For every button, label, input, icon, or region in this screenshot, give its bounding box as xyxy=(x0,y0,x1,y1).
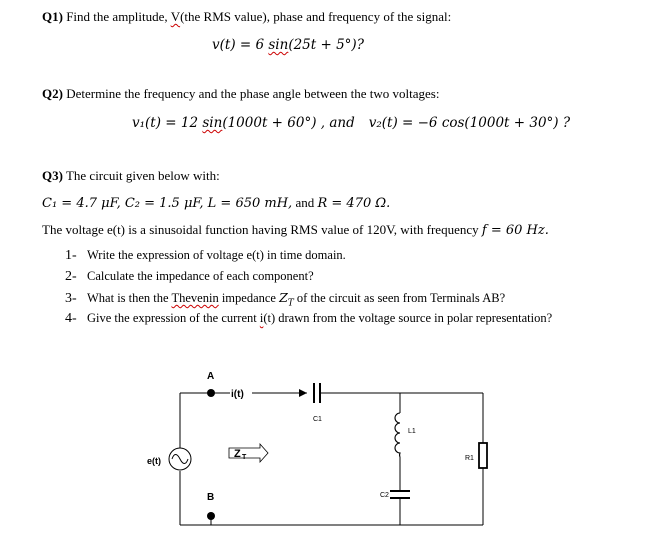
source-label: e(t) xyxy=(147,456,161,466)
list-item-text: Write the expression of voltage e(t) in time domain. xyxy=(87,248,346,262)
q3-params-r: R = 470 Ω. xyxy=(317,196,391,211)
source-wave xyxy=(172,455,188,464)
current-label: i(t) xyxy=(231,389,244,400)
list-item-text-a: What is then the xyxy=(87,291,172,305)
current-arrow xyxy=(299,389,307,397)
q3-params-and: and xyxy=(292,195,318,210)
node-b-label: B xyxy=(207,492,215,503)
q1-text-b: (the RMS value), phase and frequency of the signal: xyxy=(180,9,452,24)
q1-eq-lhs: v(t) = 6 xyxy=(212,37,269,53)
q3-text: The circuit given below with: xyxy=(62,168,220,183)
q3-params-math: C₁ = 4.7 μF, C₂ = 1.5 μF, L = 650 mH, xyxy=(42,196,293,211)
l1-label: L1 xyxy=(408,428,416,435)
terminal-a xyxy=(207,389,215,397)
q1-v-symbol: V xyxy=(170,9,181,24)
q3-voltage-desc: The voltage e(t) is a sinusoidal function having RMS value of 120V, with frequency xyxy=(42,222,482,237)
list-item-text-b: (t) drawn from the voltage source in polar representation? xyxy=(263,311,553,325)
list-item-number: 1- xyxy=(65,248,77,263)
list-item-number: 3- xyxy=(65,291,77,306)
r1-label: R1 xyxy=(465,455,474,462)
q1-label: Q1) xyxy=(42,9,63,24)
node-a-label: A xyxy=(207,371,215,382)
thevenin-word: Thevenin xyxy=(171,291,219,305)
zt-label: Z xyxy=(234,448,241,460)
list-item-text-c: of the circuit as seen from Terminals AB? xyxy=(293,291,506,305)
zt-symbol: Z xyxy=(279,290,288,305)
r1-body xyxy=(479,443,487,468)
q1-eq-rhs: (25t + 5°)? xyxy=(288,37,364,53)
list-item-number: 2- xyxy=(65,269,77,284)
q2-eq2: v₂(t) = −6 cos(1000t + 30°) ? xyxy=(368,115,571,131)
q2-eq1-rhs: (1000t + 60°) , and xyxy=(222,115,355,131)
q1-text-a: Find the amplitude, xyxy=(62,9,171,24)
current-symbol: i xyxy=(259,311,264,325)
q1-eq-sin: sin xyxy=(268,37,289,53)
zt-label-sub: T xyxy=(242,454,247,461)
c1-label: C1 xyxy=(313,416,322,423)
q3-label: Q3) xyxy=(42,168,63,183)
list-item-text: Calculate the impedance of each component? xyxy=(87,269,314,283)
q2-label: Q2) xyxy=(42,86,63,101)
list-item-text-a: Give the expression of the current xyxy=(87,311,260,325)
list-item-number: 4- xyxy=(65,311,77,326)
list-item-text-b: impedance xyxy=(218,291,280,305)
inductor-coil xyxy=(395,413,400,457)
zt-subscript: T xyxy=(287,298,294,309)
q2-text: Determine the frequency and the phase angle between the two voltages: xyxy=(62,86,440,101)
c2-label: C2 xyxy=(380,492,389,499)
q2-eq1-sin: sin xyxy=(202,115,223,131)
q3-freq: f = 60 Hz. xyxy=(481,223,549,238)
q2-eq1-lhs: v₁(t) = 12 xyxy=(132,115,203,131)
